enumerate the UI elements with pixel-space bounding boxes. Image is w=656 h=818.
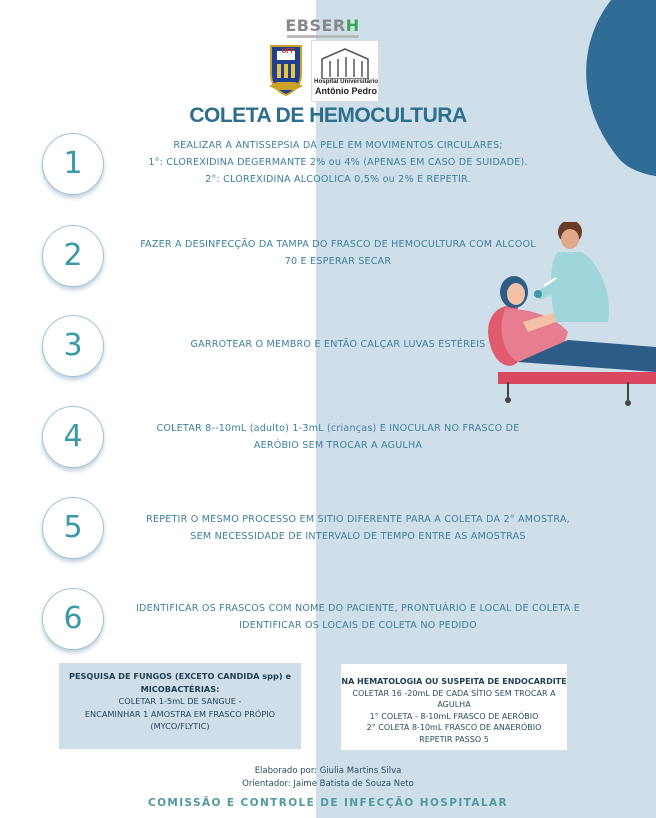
fungi-line-3: (MYCO/FLYTIC) <box>150 721 210 731</box>
advisor-credit: Orientador: Jaime Batista de Souza Neto <box>242 779 414 789</box>
step-3-line-1: GARROTEAR O MEMBRO E ENTÃO CALÇAR LUVAS ESTÉREIS <box>190 339 486 350</box>
step-6-text <box>110 600 606 634</box>
svg-text:UFF: UFF <box>281 48 295 54</box>
step-1-circle <box>42 133 104 195</box>
step-3-circle <box>42 315 104 377</box>
step-2-number: 2 <box>63 238 83 273</box>
step-5-text <box>110 511 606 545</box>
step-1-line-2: 1°: CLOREXIDINA DEGERMANTE 2% ou 4% (APENAS EM CASO DE SUIDADE). <box>148 157 528 168</box>
step-4-line-1: COLETAR 8--10mL (adulto) 1-3mL (crianças) E INOCULAR NO FRASCO DE <box>156 423 520 434</box>
step-1-text <box>110 137 566 188</box>
step-4-circle <box>42 406 104 468</box>
step-2-circle <box>42 225 104 287</box>
step-5-line-2: SEM NECESSIDADE DE INTERVALO DE TEMPO ENTRE AS AMOSTRAS <box>190 531 526 542</box>
step-4-text <box>110 420 566 454</box>
fungi-heading-line-1: PESQUISA DE FUNGOS (EXCETO CANDIDA spp) e <box>68 671 292 681</box>
fungi-line-2: ENCAMINHAR 1 AMOSTRA EM FRASCO PRÓPIO <box>84 708 276 719</box>
step-2-line-2: 70 E ESPERAR SECAR <box>284 256 392 267</box>
hematology-line-3: 1° COLETA - 8-10mL FRASCO DE AERÓBIO <box>369 711 539 721</box>
decorative-corner-shape <box>560 0 656 180</box>
hematology-line-5: REPETIR PASSO 5 <box>419 734 489 744</box>
step-6-circle <box>42 588 104 650</box>
hematology-line-2: AGULHA <box>437 700 471 709</box>
hospital-building-icon <box>318 45 372 79</box>
fungi-info-text <box>59 670 301 733</box>
hematology-line-1: COLETAR 16 -20mL DE CADA SÍTIO SEM TROCAR A <box>352 688 556 698</box>
hematology-line-4: 2° COLETA 8-10mL FRASCO DE ANAERÓBIO <box>366 723 542 732</box>
step-2-line-1: FAZER A DESINFECÇÃO DA TAMPA DO FRASCO DE HEMOCULTURA COM ALCOOL <box>140 239 536 250</box>
logo-header <box>265 16 380 101</box>
page-title: COLETA DE HEMOCULTURA <box>189 104 467 127</box>
step-4-number: 4 <box>63 419 83 454</box>
fungi-heading-line-2: MICOBACTÉRIAS: <box>140 683 220 694</box>
fungi-line-1: COLETAR 1-5mL DE SANGUE - <box>118 696 242 706</box>
footer-commission: COMISSÃO E CONTROLE DE INFECÇÃO HOSPITALAR <box>147 797 509 809</box>
step-1-line-1: REALIZAR A ANTISSEPSIA DA PELE EM MOVIMENTOS CIRCULARES; <box>173 140 503 151</box>
step-5-line-1: REPETIR O MESMO PROCESSO EM SITIO DIFERENTE PARA A COLETA DA 2° AMOSTRA, <box>146 514 570 525</box>
hematology-info-text <box>341 676 567 745</box>
step-6-line-1: IDENTIFICAR OS FRASCOS COM NOME DO PACIENTE, PRONTUÁRIO E LOCAL DE COLETA E <box>135 603 581 614</box>
author-credit: Elaborado por: Giulia Martins Silva <box>254 766 402 776</box>
step-4-line-2: AERÓBIO SEM TROCAR A AGULHA <box>253 440 423 451</box>
step-1-number: 1 <box>63 146 83 181</box>
hospital-name-line2: Antônio Pedro <box>315 86 377 96</box>
shield-lettering <box>281 46 295 54</box>
blood-collection-illustration <box>478 222 656 412</box>
step-1-line-3: 2°: CLOREXIDINA ALCOOLICA 0,5% ou 2% E REPETIR. <box>205 174 471 185</box>
ebserh-logo: EBSERH <box>285 16 360 35</box>
hospital-name-line1: Hospital Universitário <box>314 78 378 85</box>
step-6-number: 6 <box>63 601 83 636</box>
step-3-number: 3 <box>63 328 83 363</box>
step-5-number: 5 <box>63 510 83 545</box>
hematology-heading: NA HEMATOLOGIA OU SUSPEITA DE ENDOCARDITE <box>341 677 567 686</box>
logo-tagline-bar <box>287 35 359 38</box>
step-6-line-2: IDENTIFICAR OS LOCAIS DE COLETA NO PEDIDO <box>239 620 477 631</box>
step-5-circle <box>42 497 104 559</box>
